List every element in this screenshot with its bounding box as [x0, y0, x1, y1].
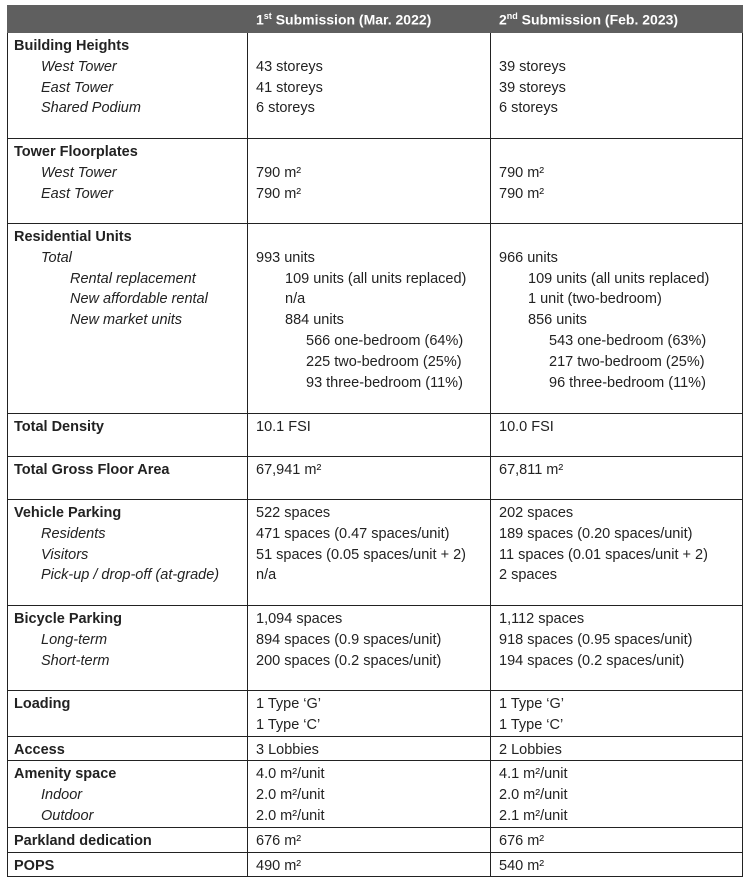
- cell-line: 109 units (all units replaced): [285, 270, 467, 287]
- second-submission-cell: [491, 414, 743, 457]
- cell-line: [248, 227, 490, 248]
- cell-line: [491, 142, 742, 163]
- cell-line: Outdoor: [41, 807, 94, 824]
- cell-line: 10.1 FSI: [256, 419, 311, 435]
- cell-line: Pick-up / drop-off (at-grade): [41, 567, 220, 584]
- second-submission-cell: [491, 224, 743, 414]
- cell-line: 93 three-bedroom (11%): [306, 374, 463, 391]
- cell-line: Shared Podium: [41, 100, 141, 117]
- cell-line: 2.0 m²/unit: [256, 787, 325, 804]
- cell-line: Loading: [14, 696, 71, 712]
- cell-line: 10.0 FSI: [499, 419, 554, 435]
- cell-line: 490 m²: [256, 857, 302, 874]
- cell-line: 2 spaces: [499, 567, 558, 584]
- cell-line: 3 Lobbies: [256, 741, 319, 758]
- cell-line: 543 one-bedroom (63%): [549, 332, 707, 349]
- first-submission-cell: [248, 500, 491, 606]
- second-submission-cell: [491, 139, 743, 224]
- cell-line: New market units: [70, 312, 183, 329]
- table-row: [8, 606, 743, 691]
- cell-line: 522 spaces: [256, 505, 331, 521]
- first-submission-cell: [248, 457, 491, 500]
- cell-line: Tower Floorplates: [14, 144, 138, 160]
- cell-line: [248, 142, 490, 163]
- first-submission-cell: [248, 827, 491, 852]
- cell-line: West Tower: [41, 58, 117, 75]
- cell-line: 894 spaces (0.9 spaces/unit): [256, 631, 442, 648]
- cell-line: 217 two-bedroom (25%): [549, 353, 705, 370]
- cell-line: 225 two-bedroom (25%): [306, 353, 462, 370]
- cell-line: 2.0 m²/unit: [256, 807, 325, 824]
- second-submission-cell: [491, 852, 743, 877]
- cell-line: 790 m²: [499, 185, 545, 202]
- first-submission-cell: [248, 691, 491, 737]
- row-label-cell: [8, 457, 248, 500]
- second-submission-cell: [491, 457, 743, 500]
- comparison-table: [7, 5, 743, 877]
- cell-line: 51 spaces (0.05 spaces/unit + 2): [256, 546, 466, 563]
- cell-line: West Tower: [41, 164, 117, 181]
- cell-line: 6 storeys: [256, 100, 315, 117]
- cell-line: [491, 36, 742, 57]
- cell-line: 43 storeys: [256, 58, 323, 75]
- row-label-cell: [8, 691, 248, 737]
- row-label-cell: [8, 852, 248, 877]
- cell-line: 1,112 spaces: [499, 611, 585, 627]
- cell-line: [248, 36, 490, 57]
- cell-line: Amenity space: [14, 766, 117, 783]
- cell-line: 471 spaces (0.47 spaces/unit): [256, 525, 450, 542]
- cell-line: 189 spaces (0.20 spaces/unit): [499, 525, 693, 542]
- first-submission-cell: [248, 606, 491, 691]
- header-second-submission: 2nd Submission (Feb. 2023): [491, 6, 743, 33]
- cell-line: Visitors: [41, 546, 89, 563]
- second-submission-cell: [491, 691, 743, 737]
- row-label-cell: [8, 827, 248, 852]
- row-label-cell: [8, 414, 248, 457]
- first-submission-cell: [248, 414, 491, 457]
- table-row: [8, 736, 743, 761]
- cell-line: 194 spaces (0.2 spaces/unit): [499, 652, 685, 669]
- cell-line: Long-term: [41, 631, 108, 648]
- cell-line: 67,811 m²: [499, 462, 564, 478]
- second-submission-cell: [491, 33, 743, 139]
- table-row: [8, 414, 743, 457]
- cell-line: Building Heights: [14, 38, 130, 54]
- row-label-cell: [8, 139, 248, 224]
- cell-line: New affordable rental: [70, 291, 208, 308]
- cell-line: 676 m²: [256, 832, 302, 849]
- second-submission-cell: [491, 736, 743, 761]
- cell-line: East Tower: [41, 79, 113, 96]
- table-row: [8, 827, 743, 852]
- cell-line: 202 spaces: [499, 505, 574, 521]
- row-label-cell: [8, 33, 248, 139]
- header-blank: [8, 6, 248, 33]
- cell-line: 200 spaces (0.2 spaces/unit): [256, 652, 442, 669]
- cell-line: Total Density: [14, 419, 104, 435]
- table-row: [8, 691, 743, 737]
- second-submission-cell: [491, 606, 743, 691]
- cell-line: 918 spaces (0.95 spaces/unit): [499, 631, 693, 648]
- row-label-cell: [8, 224, 248, 414]
- cell-line: 540 m²: [499, 857, 545, 874]
- cell-line: 676 m²: [499, 832, 545, 849]
- table-row: [8, 761, 743, 827]
- cell-line: 790 m²: [499, 164, 545, 181]
- table-row: [8, 139, 743, 224]
- cell-line: POPS: [14, 857, 55, 874]
- cell-line: 4.1 m²/unit: [499, 766, 568, 783]
- cell-line: [491, 227, 742, 248]
- first-submission-cell: [248, 139, 491, 224]
- cell-line: Vehicle Parking: [14, 505, 122, 521]
- cell-line: 109 units (all units replaced): [528, 270, 710, 287]
- second-submission-cell: [491, 827, 743, 852]
- cell-line: 2.1 m²/unit: [499, 807, 568, 824]
- cell-line: Rental replacement: [70, 270, 196, 287]
- second-submission-cell: [491, 761, 743, 827]
- cell-line: 96 three-bedroom (11%): [549, 374, 706, 391]
- cell-line: 2 Lobbies: [499, 741, 562, 758]
- first-submission-cell: [248, 33, 491, 139]
- table-row: [8, 224, 743, 414]
- cell-line: 41 storeys: [256, 79, 323, 96]
- cell-line: 39 storeys: [499, 79, 566, 96]
- first-submission-cell: [248, 736, 491, 761]
- cell-line: Short-term: [41, 652, 110, 669]
- table-row: [8, 33, 743, 139]
- cell-line: Bicycle Parking: [14, 611, 122, 627]
- cell-line: 790 m²: [256, 185, 302, 202]
- cell-line: Indoor: [41, 787, 83, 804]
- cell-line: 1 unit (two-bedroom): [528, 291, 662, 308]
- row-label-cell: [8, 736, 248, 761]
- cell-line: Parkland dedication: [14, 832, 152, 849]
- cell-line: Residential Units: [14, 229, 132, 245]
- header-first-submission: 1st Submission (Mar. 2022): [248, 6, 491, 33]
- cell-line: Total: [41, 249, 72, 266]
- cell-line: Total Gross Floor Area: [14, 462, 170, 478]
- cell-line: Residents: [41, 525, 106, 542]
- cell-line: n/a: [285, 291, 306, 308]
- second-submission-cell: [491, 500, 743, 606]
- cell-line: 966 units: [499, 249, 558, 266]
- cell-line: 790 m²: [256, 164, 302, 181]
- cell-line: 993 units: [256, 249, 315, 266]
- table-body: [8, 33, 743, 877]
- cell-line: 67,941 m²: [256, 462, 322, 478]
- first-submission-cell: [248, 224, 491, 414]
- row-label-cell: [8, 500, 248, 606]
- table-row: [8, 852, 743, 877]
- cell-line: East Tower: [41, 185, 113, 202]
- table-row: [8, 457, 743, 500]
- cell-line: 39 storeys: [499, 58, 566, 75]
- first-submission-cell: [248, 761, 491, 827]
- cell-line: 566 one-bedroom (64%): [306, 332, 464, 349]
- cell-line: 1 Type ‘C’: [499, 716, 564, 733]
- cell-line: 4.0 m²/unit: [256, 766, 325, 783]
- row-label-cell: [8, 606, 248, 691]
- first-submission-cell: [248, 852, 491, 877]
- cell-line: 856 units: [528, 312, 587, 329]
- cell-line: 1,094 spaces: [256, 611, 343, 627]
- table-row: [8, 500, 743, 606]
- cell-line: 6 storeys: [499, 100, 558, 117]
- header-row: [8, 6, 743, 33]
- cell-line: n/a: [256, 567, 277, 584]
- cell-line: 11 spaces (0.01 spaces/unit + 2): [499, 546, 708, 563]
- cell-line: 1 Type ‘C’: [256, 716, 321, 733]
- cell-line: Access: [14, 741, 65, 758]
- cell-line: 2.0 m²/unit: [499, 787, 568, 804]
- cell-line: 884 units: [285, 312, 344, 329]
- cell-line: 1 Type ‘G’: [499, 696, 565, 712]
- row-label-cell: [8, 761, 248, 827]
- cell-line: 1 Type ‘G’: [256, 696, 322, 712]
